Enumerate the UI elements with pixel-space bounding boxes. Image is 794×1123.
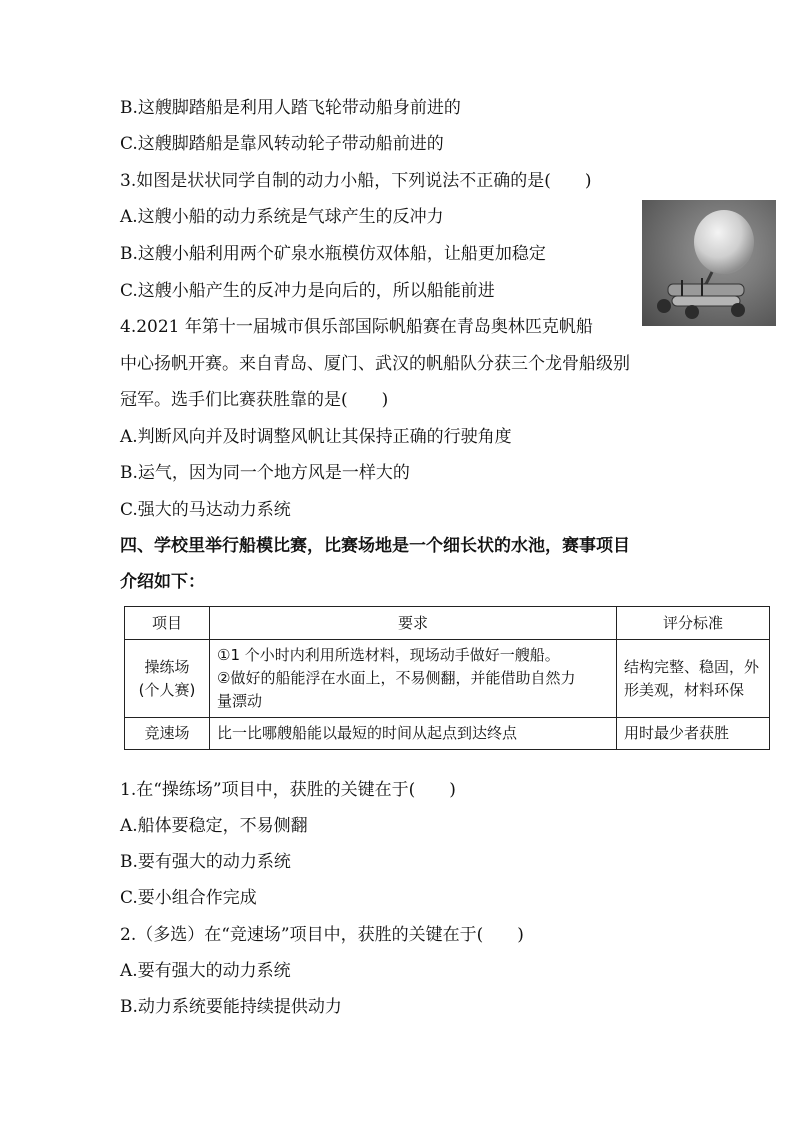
competition-rules-table [124,606,770,750]
sub-q2-option-a: A.要有强大的动力系统 [120,961,291,981]
sub-q1-option-b: B.要有强大的动力系统 [120,852,291,872]
header-requirement: 要求 [210,607,617,640]
section-four-heading-line1: 四、学校里举行船模比赛，比赛场地是一个细长状的水池，赛事项目 [120,536,630,556]
sub-q2-option-b: B.动力系统要能持续提供动力 [120,997,342,1017]
table-row [125,640,770,718]
sub-q1-option-c: C.要小组合作完成 [120,888,257,908]
item-speed-field: 竞速场 [125,718,210,750]
q4-option-b: B.运气，因为同一个地方风是一样大的 [120,463,410,483]
table-header-row [125,607,770,640]
practice-field-scoring: 结构完整、稳固，外形美观，材料环保 [617,640,770,718]
q3-option-c: C.这艘小船产生的反冲力是向后的，所以船能前进 [120,281,495,301]
table-row [125,718,770,750]
sub-question-2: 2.（多选）在“竞速场”项目中，获胜的关键在于( ) [120,925,524,945]
sub-q1-option-a: A.船体要稳定，不易侧翻 [120,816,308,836]
q4-question-line1: 4.2021 年第十一届城市俱乐部国际帆船赛在青岛奥林匹克帆船 [120,317,593,337]
speed-field-requirement: 比一比哪艘船能以最短的时间从起点到达终点 [210,718,617,750]
q2-option-b: B.这艘脚踏船是利用人踏飞轮带动船身前进的 [120,98,461,118]
q4-question-line2: 中心扬帆开赛。来自青岛、厦门、武汉的帆船队分获三个龙骨船级别 [120,354,630,374]
balloon-boat-photo [642,200,776,326]
header-scoring: 评分标准 [617,607,770,640]
q3-option-a: A.这艘小船的动力系统是气球产生的反冲力 [120,207,444,227]
q3-question: 3.如图是状状同学自制的动力小船，下列说法不正确的是( ) [120,171,592,191]
practice-field-requirement: ①1 个小时内利用所选材料，现场动手做好一艘船。 ②做好的船能浮在水面上，不易侧翻，并能借助自然力 量漂动 [210,640,617,718]
header-item: 项目 [125,607,210,640]
q4-option-a: A.判断风向并及时调整风帆让其保持正确的行驶角度 [120,427,512,447]
section-four-heading-line2: 介绍如下： [120,572,205,592]
sub-question-1: 1.在“操练场”项目中，获胜的关键在于( ) [120,780,456,800]
item-practice-field: 操练场 (个人赛) [125,640,210,718]
q4-question-line3: 冠军。选手们比赛获胜靠的是( ) [120,390,389,410]
balloon-boat-illustration [642,200,776,326]
q2-option-c: C.这艘脚踏船是靠风转动轮子带动船前进的 [120,134,444,154]
q4-option-c: C.强大的马达动力系统 [120,500,291,520]
q3-option-b: B.这艘小船利用两个矿泉水瓶模仿双体船，让船更加稳定 [120,244,546,264]
speed-field-scoring: 用时最少者获胜 [617,718,770,750]
